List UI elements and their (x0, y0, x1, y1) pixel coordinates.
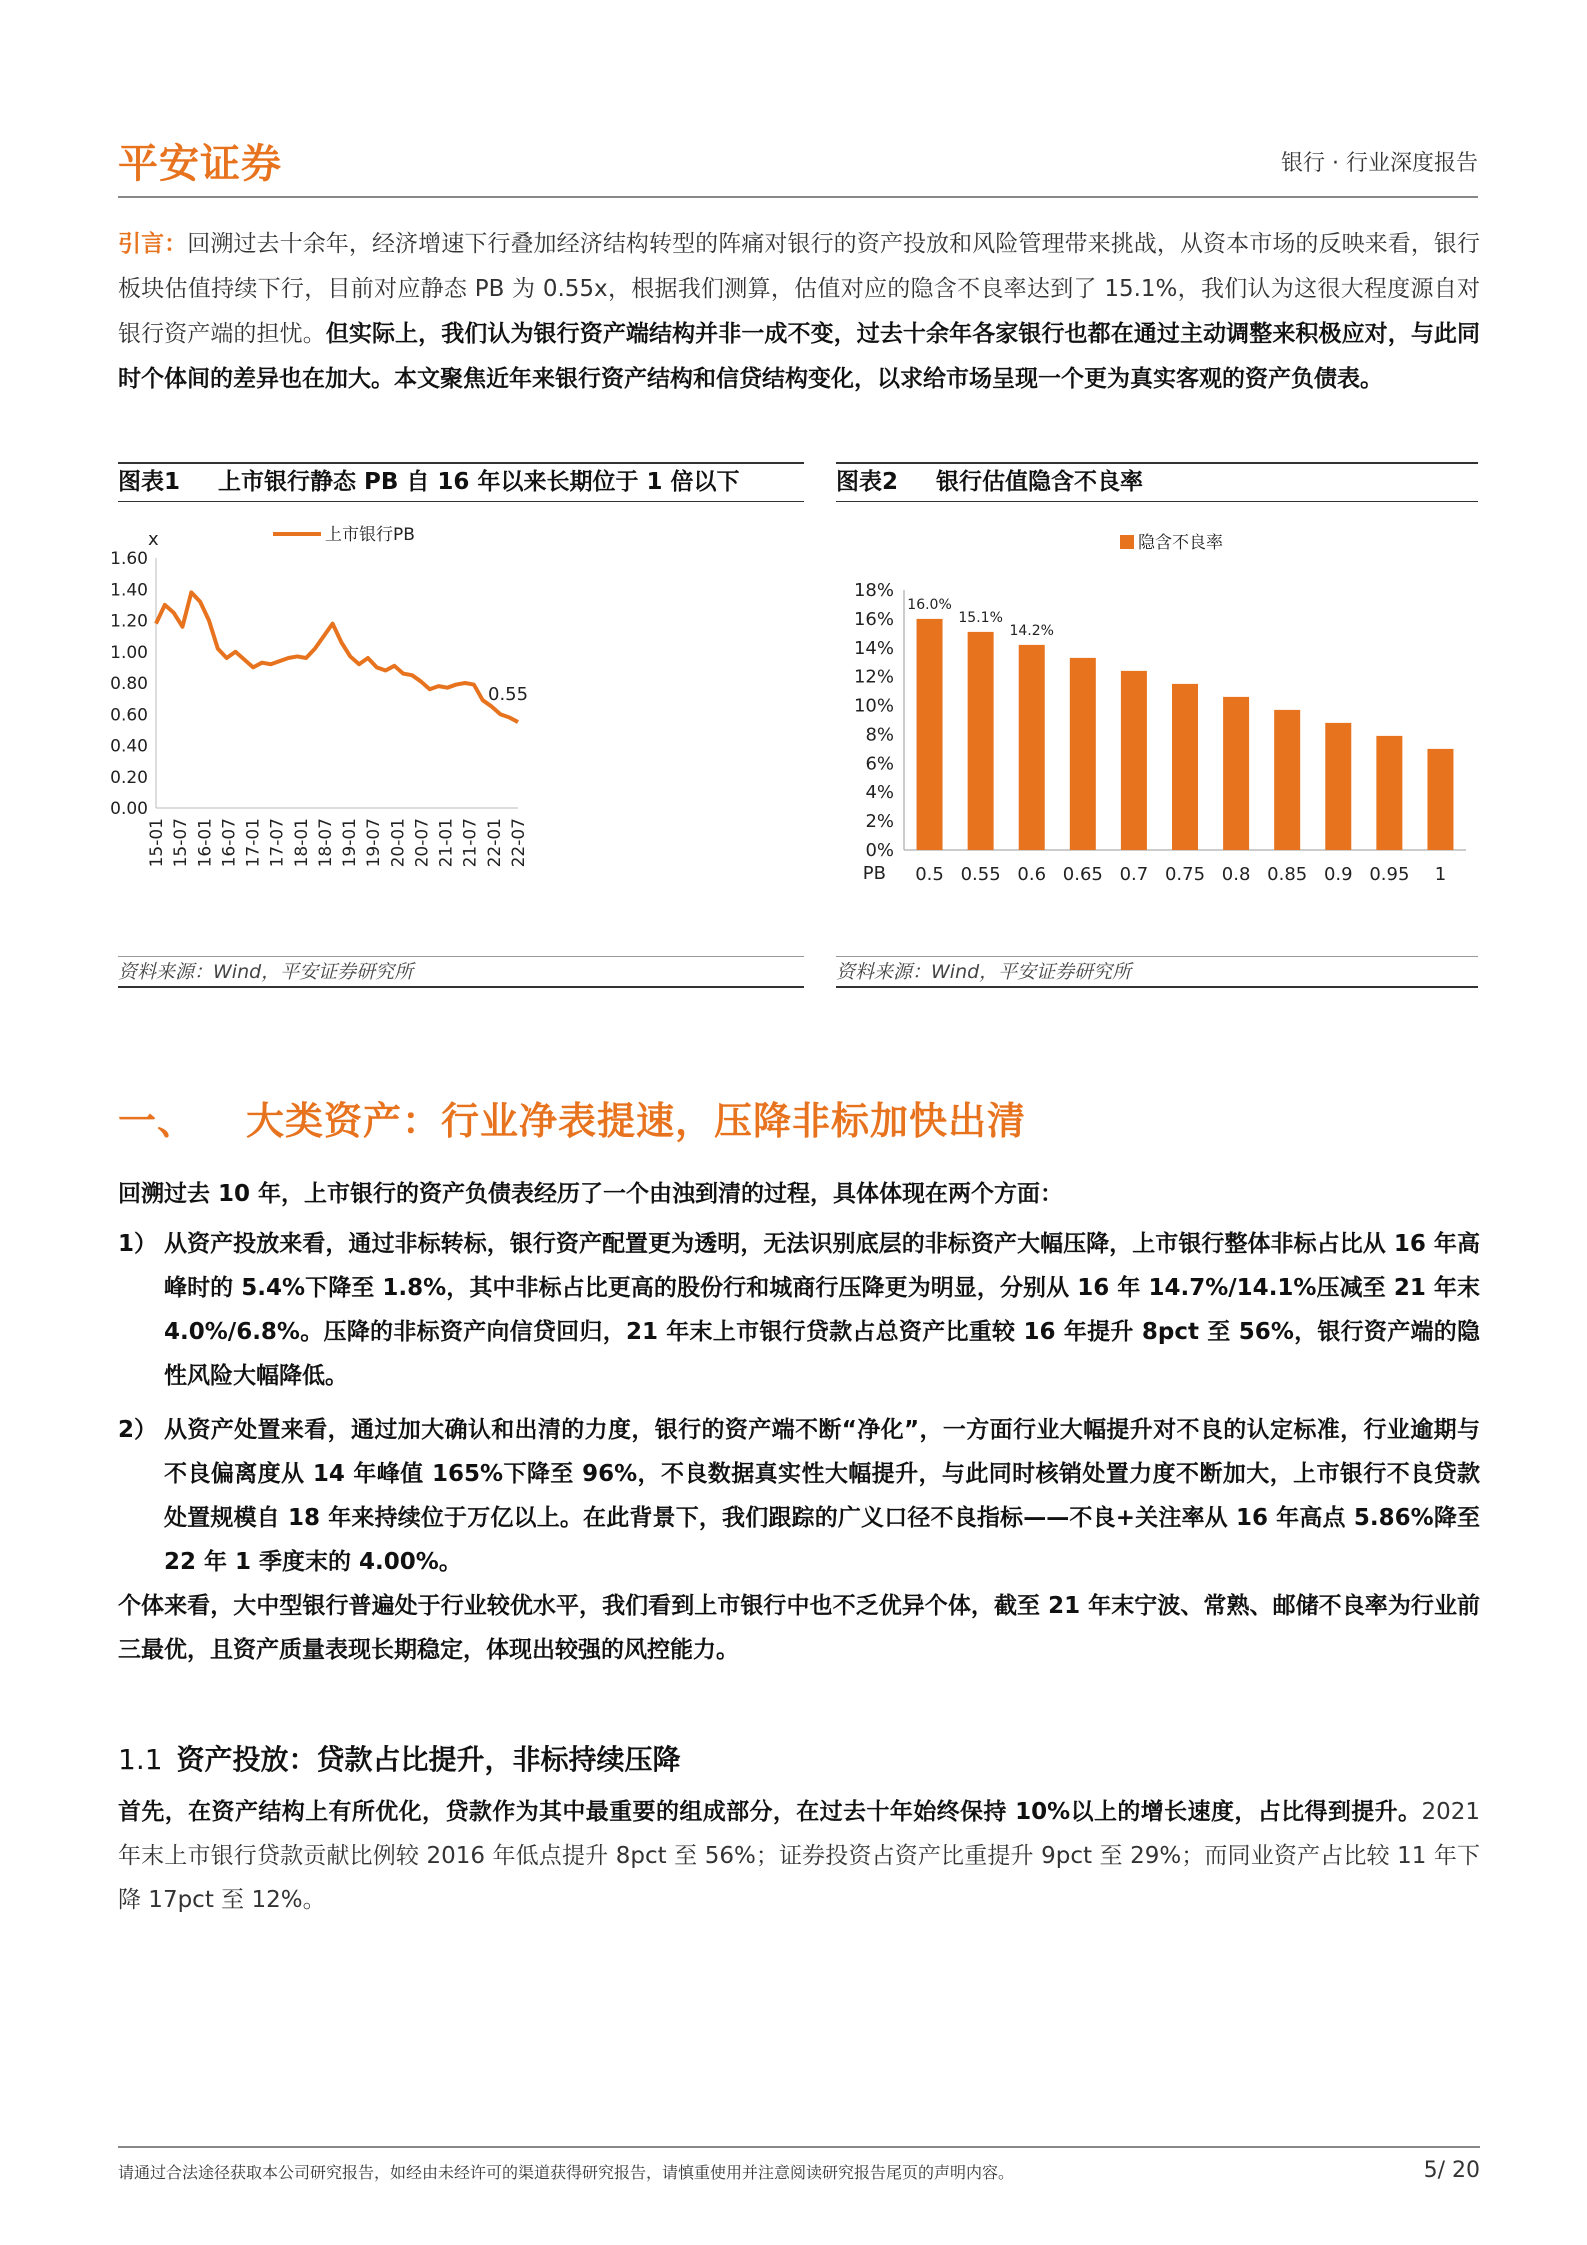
section-number: 一、 (118, 1099, 197, 1143)
bar-data-label: 14.2% (1009, 622, 1054, 639)
y-tick-label: 14% (853, 637, 894, 659)
list-item-1 (118, 1222, 1480, 1398)
legend-label: 隐含不良率 (1138, 533, 1223, 553)
x-tick-label: 21-01 (436, 818, 457, 868)
bar-data-label: 16.0% (907, 596, 952, 613)
paragraph-overview: 回溯过去 10 年，上市银行的资产负债表经历了一个由浊到清的过程，具体体现在两个方面： (118, 1181, 1064, 1207)
figure2-number: 图表2 (836, 469, 899, 495)
y-tick-label: 0% (865, 840, 894, 861)
list-item-text: 从资产处置来看，通过加大确认和出清的力度，银行的资产端不断“净化”，一方面行业大幅提升对不良的认定标准，行业逾期与不良偏离度从 14 年峰值 165%下降至 96%，不良数据真实性大幅提升，与此同时核销处置力度不断加大，上市银行不良贷款处置规模自 18 年来持续位于万亿以上。在此背景下，我们跟踪的广义口径不良指标——不良+关注率从 16 年高点 5.86%降至 22 年 1 季度末的 4.00%。 (164, 1417, 1480, 1575)
x-tick-label: 18-07 (315, 818, 336, 868)
x-tick-label: 22-01 (484, 818, 505, 868)
y-tick-label: 0.20 (110, 767, 148, 788)
y-tick-label: 10% (853, 695, 894, 717)
subsection-title: 资产投放：贷款占比提升，非标持续压降 (176, 1743, 681, 1776)
x-tick-label: 18-01 (291, 818, 312, 868)
section-title: 大类资产：行业净表提速，压降非标加快出清 (246, 1099, 1027, 1143)
y-tick-label: 0.60 (110, 705, 148, 726)
bar-data-label: 15.1% (958, 609, 1003, 626)
intro-text: 回溯过去十余年，经济增速下行叠加经济结构转型的阵痛对银行的资产投放和风险管理带来挑战，从资本市场的反映来看，银行板块估值持续下行，目前对应静态 PB 为 0.55x，根据我们测算，估值对应的隐含不良率达到了 15.1%，我们认为这很大程度源自对银行资产端的担忧。 (118, 231, 1481, 347)
bar (1274, 710, 1300, 850)
y-tick-label: 1.00 (110, 642, 148, 663)
y-tick-label: 2% (865, 811, 894, 833)
intro-bold-text: 但实际上，我们认为银行资产端结构并非一成不变，过去十余年各家银行也都在通过主动调整来积极应对，与此同时个体间的差异也在加大。本文聚焦近年来银行资产结构和信贷结构变化，以求给市场呈现一个更为真实客观的资产负债表。 (118, 321, 1481, 392)
x-tick-label: 17-01 (243, 818, 264, 868)
y-tick-label: 18% (853, 580, 894, 601)
x-tick-label: 21-07 (460, 818, 481, 868)
company-logo: 平安证券 (118, 141, 282, 187)
bar (1019, 645, 1045, 850)
x-tick-label: 16-01 (195, 818, 216, 868)
x-tick-label: 16-07 (219, 818, 240, 868)
bar (1376, 736, 1402, 850)
y-tick-label: 1.20 (110, 611, 148, 632)
y-tick-label: 0.40 (110, 736, 148, 757)
x-tick-label: 0.6 (1017, 864, 1047, 885)
y-tick-label: 12% (853, 666, 894, 688)
list-item-text: 从资产投放来看，通过非标转标，银行资产配置更为透明，无法识别底层的非标资产大幅压降，上市银行整体非标占比从 16 年高峰时的 5.4%下降至 1.8%，其中非标占比更高的股份行和城商行压降更为明显，分别从 16 年 14.7%/14.1%压减至 21 年末 4.0%/6.8%。压降的非标资产向信贷回归，21 年末上市银行贷款占总资产比重较 16 年提升 8pct 至 56%，银行资产端的隐性风险大幅降低。 (164, 1231, 1480, 1389)
y-tick-label: 1.40 (110, 580, 148, 601)
bar (1070, 658, 1096, 850)
x-tick-label: 20-07 (412, 818, 433, 868)
pb-line-chart-svg (110, 510, 804, 950)
y-tick-label: 6% (865, 753, 894, 775)
x-tick-label: 22-07 (509, 818, 529, 868)
x-tick-label: 0.55 (960, 864, 1001, 885)
y-tick-label: 4% (865, 782, 894, 804)
figure1-number: 图表1 (118, 469, 181, 495)
x-tick-label: 19-01 (340, 818, 361, 868)
footer-disclaimer: 请通过合法途径获取本公司研究报告，如经由未经许可的渠道获得研究报告，请慎重使用并注意阅读研究报告尾页的声明内容。 (118, 2163, 1015, 2182)
x-tick-label: 0.9 (1323, 864, 1353, 885)
paragraph-bold-lead: 首先，在资产结构上有所优化，贷款作为其中最重要的组成部分，在过去十年始终保持 10%以上的增长速度，占比得到提升。 (118, 1799, 1422, 1825)
x-axis-title: PB (862, 863, 886, 884)
paragraph-plain-text: 2021 年末上市银行贷款贡献比例较 2016 年低点提升 8pct 至 56%；证券投资占资产比重提升 9pct 至 29%；而同业资产占比较 11 年下降 17pct 至 12%。 (118, 1799, 1480, 1913)
y-unit-label: x (148, 529, 159, 550)
paragraph-individual: 个体来看，大中型银行普遍处于行业较优水平，我们看到上市银行中也不乏优异个体，截至 21 年末宁波、常熟、邮储不良率为行业前三最优，且资产质量表现长期稳定，体现出较强的风控能力。 (118, 1593, 1480, 1663)
bar (1121, 671, 1147, 850)
page-number: 5/ 20 (1423, 2158, 1480, 2183)
section-heading (118, 1090, 1026, 1145)
x-tick-label: 15-07 (171, 818, 192, 868)
y-tick-label: 0.00 (110, 799, 148, 819)
x-tick-label: 0.5 (915, 864, 944, 885)
figure1-title: 上市银行静态 PB 自 16 年以来长期位于 1 倍以下 (218, 469, 740, 495)
y-tick-label: 8% (865, 724, 894, 746)
bar (917, 619, 943, 850)
figure1-source: 资料来源：Wind，平安证券研究所 (118, 956, 804, 988)
bar (968, 632, 994, 850)
list-marker: 2） (118, 1417, 158, 1443)
figure1-title-bar (118, 462, 804, 502)
x-tick-label: 0.8 (1221, 864, 1251, 885)
x-tick-label: 0.65 (1062, 864, 1103, 885)
figure2-source: 资料来源：Wind，平安证券研究所 (836, 956, 1478, 988)
page-footer (118, 2146, 1480, 2183)
subsection-heading (118, 1738, 681, 1778)
x-tick-label: 0.75 (1164, 864, 1206, 885)
pb-series-line (156, 592, 518, 722)
y-tick-label: 1.60 (110, 549, 148, 569)
npl-bar-chart (836, 510, 1478, 950)
legend-label: 上市银行PB (325, 525, 415, 545)
bar (1325, 723, 1351, 850)
intro-paragraph (118, 222, 1480, 402)
bar (1172, 684, 1198, 850)
x-tick-label: 19-07 (364, 818, 385, 868)
bar (1427, 749, 1453, 850)
y-tick-label: 0.80 (110, 674, 148, 694)
report-category: 银行 · 行业深度报告 (1281, 151, 1478, 176)
page-header (118, 118, 1478, 198)
list-item-2 (118, 1408, 1480, 1584)
x-tick-label: 0.7 (1119, 864, 1149, 885)
paragraph-asset-structure (118, 1790, 1480, 1922)
x-tick-label: 20-01 (388, 818, 409, 868)
legend-swatch (1120, 535, 1134, 549)
subsection-number: 1.1 (118, 1743, 163, 1776)
figure2-title: 银行估值隐含不良率 (936, 469, 1144, 495)
npl-bar-chart-svg (836, 510, 1478, 950)
x-tick-label: 0.85 (1267, 864, 1308, 885)
y-tick-label: 16% (853, 608, 894, 630)
last-value-annotation: 0.55 (488, 684, 529, 706)
list-marker: 1） (118, 1231, 158, 1257)
figure2-title-bar (836, 462, 1478, 502)
intro-lead: 引言： (118, 231, 188, 257)
x-tick-label: 1 (1434, 864, 1447, 885)
x-tick-label: 0.95 (1369, 864, 1410, 885)
x-tick-label: 17-07 (267, 818, 288, 868)
x-tick-label: 15-01 (147, 818, 167, 868)
pb-line-chart (110, 510, 804, 950)
bar (1223, 697, 1249, 850)
